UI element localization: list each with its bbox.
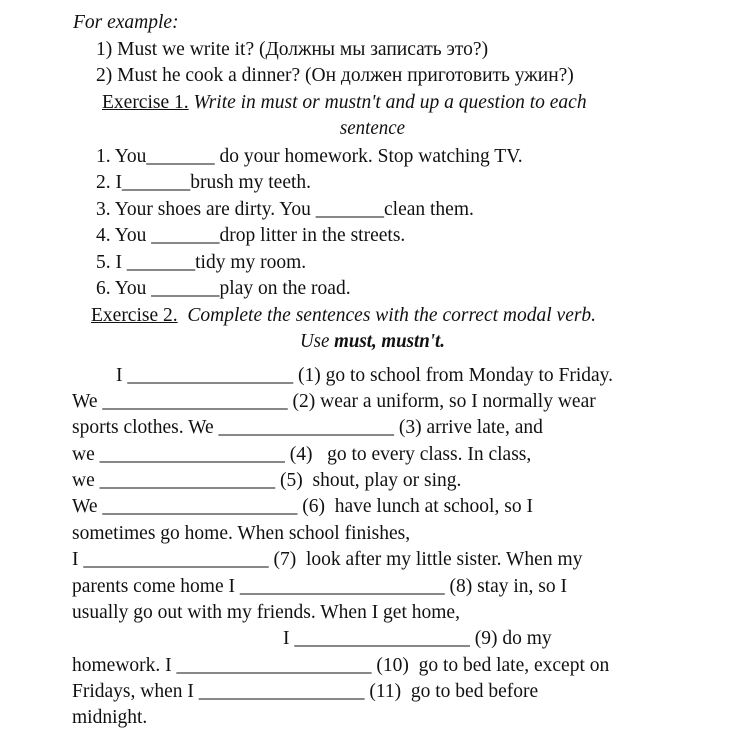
exercise1-item-1: 1. You_______ do your homework. Stop watching TV. [96, 146, 523, 167]
exercise1-item-4: 4. You _______drop litter in the streets. [96, 225, 406, 246]
exercise1-label: Exercise 1. [102, 92, 189, 113]
exercise2-instruction: Complete the sentences with the correct modal verb. [187, 305, 597, 326]
example-line-2: 2) Must he cook a dinner? (Он должен приготовить ужин?) [96, 65, 574, 86]
example-line-1: 1) Must we write it? (Должны мы записать это?) [96, 39, 489, 60]
exercise2-text-line-2: We ___________________ (2) wear a uniform, so I normally wear [72, 391, 596, 412]
exercise1-item-5: 5. I _______tidy my room. [96, 252, 307, 273]
exercise2-text-line-12: homework. I ____________________ (10) go to bed late, except on [72, 655, 610, 676]
exercise2-modal-verbs: must, mustn't. [334, 331, 446, 352]
exercise2-heading [91, 303, 596, 329]
example-heading: For example: [73, 12, 179, 33]
exercise2-text-line-6: We ____________________ (6) have lunch at school, so I [72, 496, 533, 517]
exercise2-text-line-1: I _________________ (1) go to school from Monday to Friday. [116, 365, 614, 386]
exercise2-text-line-9: parents come home I _____________________ (8) stay in, so I [72, 576, 568, 597]
exercise2-text-line-8: I ___________________ (7) look after my little sister. When my [72, 549, 583, 570]
exercise2-use-word: Use [299, 331, 335, 352]
exercise2-text-line-5: we __________________ (5) shout, play or sing. [72, 470, 462, 491]
exercise2-text-line-3: sports clothes. We __________________ (3) arrive late, and [72, 417, 543, 438]
exercise2-instruction-line2 [0, 329, 745, 355]
exercise2-text-line-4: we ___________________ (4) go to every class. In class, [72, 444, 532, 465]
exercise1-instruction: Write in must or mustn't and up a question to each [193, 92, 587, 113]
exercise1-instruction-line2: sentence [339, 118, 406, 139]
exercise1-item-3: 3. Your shoes are dirty. You _______clean them. [96, 199, 474, 220]
exercise2-text-line-13: Fridays, when I _________________ (11) go to bed before [72, 681, 539, 702]
exercise1-item-2: 2. I_______brush my teeth. [96, 172, 312, 193]
exercise1-item-6: 6. You _______play on the road. [96, 278, 351, 299]
exercise1-heading [102, 90, 587, 116]
exercise2-text-line-7: sometimes go home. When school finishes, [72, 523, 411, 544]
exercise2-text-line-11: I __________________ (9) do my [283, 628, 552, 649]
exercise2-text-line-14: midnight. [72, 707, 148, 728]
exercise2-label: Exercise 2. [91, 305, 178, 326]
exercise2-text-line-10: usually go out with my friends. When I get home, [72, 602, 460, 623]
